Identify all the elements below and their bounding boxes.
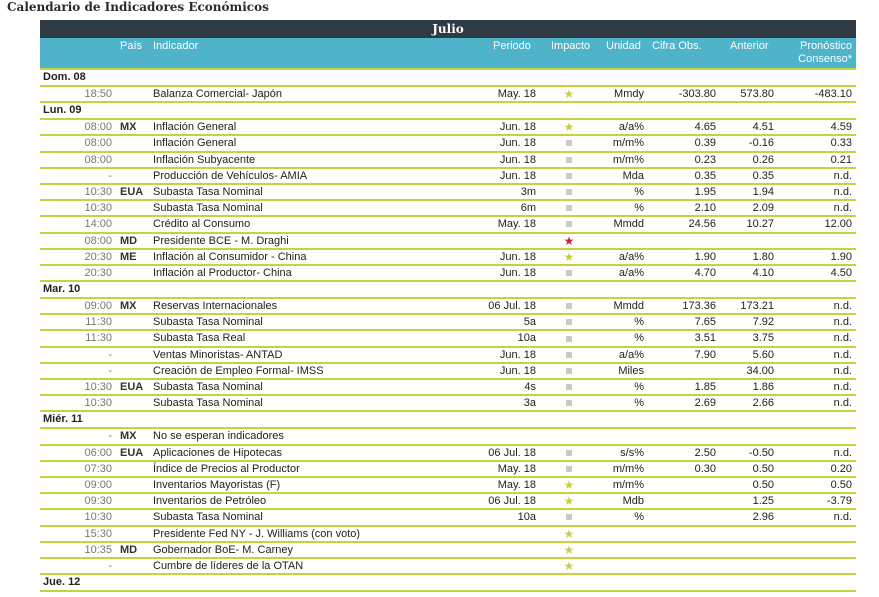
- impact-square-icon: [559, 348, 579, 362]
- consensus-cell: 12.00: [824, 218, 852, 231]
- consensus-cell: n.d.: [833, 364, 852, 377]
- observed-cell: -303.80: [678, 88, 716, 100]
- period-cell: Jun. 18: [499, 348, 536, 361]
- previous-cell: 7.92: [752, 316, 774, 329]
- indicator-cell: Presidente BCE - M. Draghi: [153, 234, 289, 247]
- impact-square-icon: [559, 380, 579, 394]
- time-cell: 15:30: [84, 527, 112, 540]
- time-cell: -: [108, 430, 112, 443]
- table-row: [40, 87, 856, 103]
- consensus-cell: n.d.: [833, 332, 852, 345]
- consensus-cell: 0.33: [830, 137, 852, 150]
- country-cell: ME: [120, 250, 137, 263]
- header-cifra: Cifra Obs.: [652, 40, 702, 52]
- unit-cell: m/m%: [612, 462, 644, 475]
- time-cell: 20:30: [84, 266, 112, 279]
- indicator-cell: Reservas Internacionales: [153, 300, 278, 313]
- impact-square-icon: [559, 396, 579, 410]
- impact-star-icon: ★: [563, 87, 575, 101]
- previous-cell: -0.16: [748, 137, 774, 150]
- consensus-cell: 0.21: [830, 153, 852, 166]
- table-row: [40, 527, 856, 543]
- month-bar: Julio: [40, 20, 856, 38]
- observed-cell: 7.90: [694, 348, 716, 361]
- country-cell: MX: [120, 121, 137, 134]
- indicator-cell: Inflación al Consumidor - China: [153, 250, 307, 263]
- unit-cell: a/a%: [618, 348, 644, 361]
- time-cell: 14:00: [84, 218, 112, 231]
- previous-cell: 2.66: [752, 397, 774, 410]
- period-cell: May. 18: [497, 88, 536, 100]
- previous-cell: 573.80: [740, 88, 774, 100]
- unit-cell: Mda: [622, 169, 644, 182]
- impact-star-icon: ★: [563, 494, 575, 509]
- period-cell: 06 Jul. 18: [488, 300, 536, 313]
- table-row: [40, 250, 856, 266]
- period-cell: 06 Jul. 18: [488, 446, 536, 459]
- consensus-cell: -483.10: [814, 88, 852, 100]
- previous-cell: 10.27: [746, 218, 774, 231]
- consensus-cell: 4.59: [830, 121, 852, 134]
- period-cell: 10a: [517, 511, 536, 524]
- period-cell: 3m: [520, 185, 536, 198]
- indicator-cell: Inflación Subyacente: [153, 153, 256, 166]
- day-heading: Mar. 10: [40, 282, 856, 299]
- time-cell: 10:30: [84, 202, 112, 215]
- calendar-table: [40, 20, 856, 592]
- impact-square-icon: [559, 462, 579, 476]
- indicator-cell: Ventas Minoristas- ANTAD: [153, 348, 283, 361]
- previous-cell: 2.09: [752, 202, 774, 215]
- period-cell: Jun. 18: [499, 169, 536, 182]
- observed-cell: 0.39: [694, 137, 716, 150]
- table-row: [40, 396, 856, 412]
- previous-cell: 0.35: [752, 169, 774, 182]
- unit-cell: %: [634, 381, 644, 393]
- observed-cell: 4.65: [694, 121, 716, 134]
- impact-square-icon: [559, 169, 579, 183]
- period-cell: May. 18: [497, 478, 536, 491]
- unit-cell: m/m%: [612, 478, 644, 491]
- consensus-cell: n.d.: [833, 348, 852, 361]
- table-row: [40, 364, 856, 380]
- observed-cell: 1.90: [694, 250, 716, 263]
- previous-cell: 3.75: [752, 332, 774, 345]
- impact-red-star-icon: ★: [563, 233, 575, 248]
- unit-cell: %: [634, 332, 644, 345]
- unit-cell: a/a%: [618, 266, 644, 279]
- time-cell: 06:00: [84, 446, 112, 459]
- consensus-cell: n.d.: [833, 381, 852, 393]
- indicator-cell: Crédito al Consumo: [153, 218, 251, 231]
- unit-cell: Mmdy: [614, 88, 644, 100]
- indicator-cell: Producción de Vehículos- AMIA: [153, 169, 308, 182]
- observed-cell: 7.65: [694, 316, 716, 329]
- indicator-cell: Inventarios de Petróleo: [153, 495, 267, 508]
- unit-cell: %: [634, 185, 644, 198]
- time-cell: 09:30: [84, 495, 112, 508]
- header-anterior: Anterior: [730, 40, 769, 52]
- period-cell: 5a: [523, 316, 536, 329]
- period-cell: 3a: [523, 397, 536, 410]
- indicator-cell: Gobernador BoE- M. Carney: [153, 543, 294, 556]
- observed-cell: 1.95: [694, 185, 716, 198]
- table-row: [40, 266, 856, 282]
- observed-cell: 0.23: [694, 153, 716, 166]
- table-row: [40, 429, 856, 445]
- header-consenso: Consenso*: [798, 53, 852, 65]
- time-cell: -: [108, 348, 112, 361]
- period-cell: Jun. 18: [499, 137, 536, 150]
- impact-square-icon: [559, 315, 579, 329]
- impact-star-icon: ★: [563, 120, 575, 135]
- indicator-cell: Subasta Tasa Nominal: [153, 381, 263, 393]
- time-cell: 10:35: [84, 543, 112, 556]
- indicator-cell: Inventarios Mayoristas (F): [153, 478, 281, 491]
- unit-cell: Miles: [618, 364, 644, 377]
- consensus-cell: n.d.: [833, 300, 852, 313]
- table-row: [40, 348, 856, 364]
- country-cell: MD: [120, 543, 138, 556]
- observed-cell: 3.51: [694, 332, 716, 345]
- country-cell: EUA: [120, 185, 144, 198]
- period-cell: 06 Jul. 18: [488, 495, 536, 508]
- impact-star-icon: ★: [563, 477, 575, 492]
- table-row: [40, 331, 856, 347]
- unit-cell: Mdb: [622, 495, 644, 508]
- indicator-cell: Subasta Tasa Real: [153, 332, 246, 345]
- unit-cell: m/m%: [612, 153, 644, 166]
- unit-cell: a/a%: [618, 121, 644, 134]
- period-cell: Jun. 18: [499, 250, 536, 263]
- observed-cell: 0.30: [694, 462, 716, 475]
- consensus-cell: -3.79: [826, 495, 852, 508]
- indicator-cell: Inflación al Productor- China: [153, 266, 292, 279]
- country-cell: EUA: [120, 381, 144, 393]
- table-row: [40, 153, 856, 169]
- time-cell: 20:30: [84, 250, 112, 263]
- previous-cell: -0.50: [748, 446, 774, 459]
- indicator-cell: Inflación General: [153, 121, 237, 134]
- unit-cell: a/a%: [618, 250, 644, 263]
- previous-cell: 1.94: [752, 185, 774, 198]
- indicator-cell: Subasta Tasa Nominal: [153, 316, 263, 329]
- previous-cell: 4.10: [752, 266, 774, 279]
- table-row: [40, 217, 856, 233]
- indicator-cell: Subasta Tasa Nominal: [153, 202, 263, 215]
- impact-square-icon: [559, 153, 579, 167]
- impact-square-icon: [559, 266, 579, 280]
- time-cell: 10:30: [84, 397, 112, 410]
- impact-star-icon: ★: [563, 542, 575, 557]
- period-cell: 10a: [517, 332, 536, 345]
- time-cell: 09:00: [84, 300, 112, 313]
- impact-square-icon: [559, 510, 579, 524]
- country-cell: MD: [120, 234, 138, 247]
- time-cell: 18:50: [84, 88, 112, 100]
- time-cell: 10:30: [84, 511, 112, 524]
- period-cell: 6m: [520, 202, 536, 215]
- period-cell: Jun. 18: [499, 121, 536, 134]
- time-cell: -: [108, 364, 112, 377]
- consensus-cell: n.d.: [833, 169, 852, 182]
- consensus-cell: 0.20: [830, 462, 852, 475]
- table-row: [40, 136, 856, 152]
- day-heading: Dom. 08: [40, 70, 856, 87]
- consensus-cell: 0.50: [830, 478, 852, 491]
- impact-square-icon: [559, 331, 579, 345]
- period-cell: May. 18: [497, 218, 536, 231]
- table-body: [40, 70, 856, 592]
- observed-cell: 4.70: [694, 266, 716, 279]
- indicator-cell: Subasta Tasa Nominal: [153, 511, 263, 524]
- consensus-cell: n.d.: [833, 202, 852, 215]
- previous-cell: 0.50: [752, 478, 774, 491]
- consensus-cell: n.d.: [833, 397, 852, 410]
- header-pronostico: Pronóstico: [800, 40, 852, 52]
- table-row: [40, 543, 856, 559]
- period-cell: Jun. 18: [499, 153, 536, 166]
- previous-cell: 4.51: [752, 121, 774, 134]
- table-row: [40, 559, 856, 575]
- unit-cell: %: [634, 397, 644, 410]
- unit-cell: %: [634, 511, 644, 524]
- indicator-cell: Subasta Tasa Nominal: [153, 397, 263, 410]
- consensus-cell: n.d.: [833, 511, 852, 524]
- impact-star-icon: ★: [563, 558, 575, 573]
- previous-cell: 2.96: [752, 511, 774, 524]
- table-row: [40, 185, 856, 201]
- table-row: [40, 201, 856, 217]
- header-unidad: Unidad: [606, 40, 641, 52]
- table-row: [40, 446, 856, 462]
- indicator-cell: Inflación General: [153, 137, 237, 150]
- table-row: [40, 380, 856, 396]
- table-row: [40, 234, 856, 250]
- observed-cell: 0.35: [694, 169, 716, 182]
- country-cell: MX: [120, 430, 137, 443]
- indicator-cell: Subasta Tasa Nominal: [153, 185, 263, 198]
- page-title: Calendario de Indicadores Económicos: [7, 0, 269, 14]
- indicator-cell: No se esperan indicadores: [153, 430, 284, 443]
- time-cell: 08:00: [84, 234, 112, 247]
- table-row: [40, 494, 856, 510]
- table-row: [40, 478, 856, 494]
- header-indicador: Indicador: [153, 40, 199, 52]
- country-cell: MX: [120, 300, 137, 313]
- time-cell: 11:30: [85, 316, 112, 329]
- country-cell: EUA: [120, 446, 144, 459]
- impact-square-icon: [559, 364, 579, 378]
- table-header: [40, 38, 856, 68]
- impact-star-icon: ★: [563, 249, 575, 264]
- time-cell: -: [108, 559, 112, 572]
- impact-square-icon: [559, 217, 579, 231]
- unit-cell: Mmdd: [613, 300, 644, 313]
- header-impacto: Impacto: [551, 40, 591, 52]
- observed-cell: 2.10: [694, 202, 716, 215]
- time-cell: 08:00: [84, 153, 112, 166]
- previous-cell: 1.80: [752, 250, 774, 263]
- day-heading: Lun. 09: [40, 103, 856, 120]
- table-row: [40, 120, 856, 136]
- header-pais: País: [120, 40, 143, 52]
- unit-cell: Mmdd: [613, 218, 644, 231]
- previous-cell: 34.00: [746, 364, 774, 377]
- time-cell: 08:00: [84, 121, 112, 134]
- day-heading: Jue. 12: [40, 575, 856, 592]
- table-row: [40, 315, 856, 331]
- impact-star-icon: ★: [563, 526, 575, 541]
- previous-cell: 0.26: [752, 153, 774, 166]
- previous-cell: 0.50: [752, 462, 774, 475]
- time-cell: 08:00: [84, 137, 112, 150]
- indicator-cell: Aplicaciones de Hipotecas: [153, 446, 283, 459]
- table-row: [40, 462, 856, 478]
- time-cell: 07:30: [84, 462, 112, 475]
- observed-cell: 173.36: [682, 300, 716, 313]
- impact-square-icon: [559, 185, 579, 199]
- time-cell: 11:30: [85, 332, 112, 345]
- period-cell: Jun. 18: [499, 266, 536, 279]
- time-cell: -: [108, 169, 112, 182]
- header-periodo: Periodo: [493, 40, 531, 52]
- period-cell: 4s: [524, 381, 536, 393]
- impact-square-icon: [559, 136, 579, 150]
- time-cell: 09:00: [84, 478, 112, 491]
- indicator-cell: Índice de Precios al Productor: [153, 462, 300, 475]
- unit-cell: %: [634, 202, 644, 215]
- time-cell: 10:30: [84, 185, 112, 198]
- observed-cell: 24.56: [688, 218, 716, 231]
- day-heading: Miér. 11: [40, 412, 856, 429]
- previous-cell: 1.25: [752, 495, 774, 508]
- consensus-cell: 4.50: [830, 266, 852, 279]
- observed-cell: 1.85: [694, 381, 716, 393]
- period-cell: Jun. 18: [499, 364, 536, 377]
- observed-cell: 2.69: [694, 397, 716, 410]
- table-row: [40, 169, 856, 185]
- consensus-cell: n.d.: [833, 185, 852, 198]
- period-cell: May. 18: [497, 462, 536, 475]
- consensus-cell: n.d.: [833, 316, 852, 329]
- indicator-cell: Cumbre de líderes de la OTAN: [153, 559, 304, 572]
- previous-cell: 173.21: [740, 300, 774, 313]
- time-cell: 10:30: [84, 381, 112, 393]
- indicator-cell: Presidente Fed NY - J. Williams (con voto): [153, 527, 361, 540]
- impact-square-icon: [559, 299, 579, 313]
- table-row: [40, 510, 856, 526]
- table-row: [40, 299, 856, 315]
- impact-square-icon: [559, 201, 579, 215]
- unit-cell: %: [634, 316, 644, 329]
- consensus-cell: 1.90: [830, 250, 852, 263]
- observed-cell: 2.50: [694, 446, 716, 459]
- impact-square-icon: [559, 446, 579, 460]
- consensus-cell: n.d.: [833, 446, 852, 459]
- previous-cell: 1.86: [752, 381, 774, 393]
- indicator-cell: Balanza Comercial- Japón: [153, 88, 283, 100]
- previous-cell: 5.60: [752, 348, 774, 361]
- unit-cell: m/m%: [612, 137, 644, 150]
- indicator-cell: Creación de Empleo Formal- IMSS: [153, 364, 324, 377]
- unit-cell: s/s%: [620, 446, 644, 459]
